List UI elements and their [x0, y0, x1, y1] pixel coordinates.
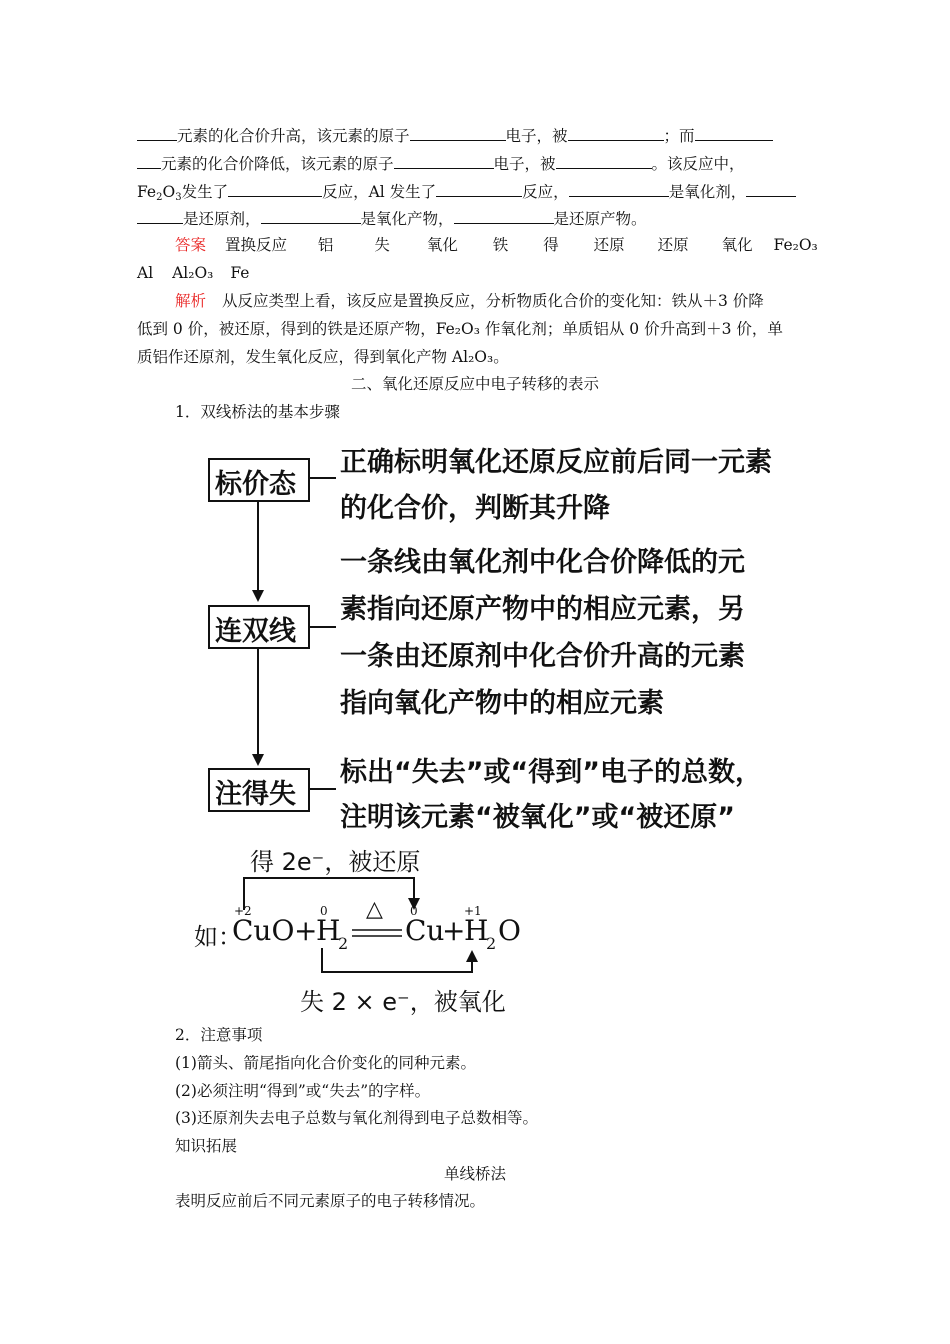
analysis-label: 解析: [175, 292, 207, 310]
text: 是氧化产物，: [360, 210, 454, 228]
step-desc: 的化合价，判断其升降: [340, 493, 610, 524]
text: 元素的化合价升高，该元素的原子: [177, 127, 410, 145]
formula-cu: Cu: [405, 914, 445, 947]
text: 反应，: [522, 183, 569, 201]
step-desc: 素指向还原产物中的相应元素，另: [340, 594, 745, 625]
answer-item: 还原: [593, 236, 625, 254]
plus-sign: +: [442, 914, 466, 947]
answer-item: Fe: [230, 264, 250, 282]
formula-cuo: CuO: [232, 914, 295, 947]
subscript: 3: [175, 192, 182, 203]
gain-label: 得 2e⁻，被还原: [250, 848, 421, 876]
oxidation-state: +1: [464, 904, 482, 918]
step-title: 1．双线桥法的基本步骤: [175, 403, 340, 421]
subscript: 2: [486, 934, 497, 953]
extension-text: 表明反应前后不同元素原子的电子转移情况。: [175, 1192, 486, 1210]
analysis-line-2: 低到 0 价，被还原，得到的铁是还原产物，Fe₂O₃ 作氧化剂；单质铝从 0 价升高到＋3 价，单: [137, 320, 783, 338]
subscript: 2: [338, 934, 349, 953]
text: O: [162, 183, 176, 201]
formula-h2o: O: [498, 914, 521, 947]
answer-item: 还原: [657, 236, 689, 254]
heat-symbol: △: [366, 897, 383, 922]
answer-item: Al: [137, 264, 154, 282]
formula-h2: H: [316, 914, 341, 947]
extension-title: 知识拓展: [175, 1137, 238, 1155]
answer-item: 置换反应: [224, 236, 287, 254]
text: 发生了: [181, 183, 229, 201]
step-label-1: 标价态: [215, 469, 296, 500]
oxidation-state: +2: [234, 904, 252, 918]
answer-item: 失: [374, 236, 390, 254]
answer-item: 氧化: [721, 236, 753, 254]
step-desc: 注明该元素“被氧化”或“被还原”: [340, 802, 735, 833]
notes-title: 2．注意事项: [175, 1026, 263, 1044]
answer-item: Al₂O₃: [172, 264, 214, 282]
answer-item: 得: [543, 236, 559, 254]
text: ；而: [663, 127, 695, 145]
oxidation-state: 0: [320, 904, 328, 918]
subscript: 2: [156, 192, 163, 203]
step-desc: 标出“失去”或“得到”电子的总数，: [340, 757, 762, 788]
answer-item: Fe₂O₃: [773, 236, 818, 254]
text: 电子，被: [505, 127, 568, 145]
oxidation-state: 0: [410, 904, 418, 918]
step-desc: 一条线由氧化剂中化合价降低的元: [340, 547, 745, 578]
analysis-line-3: 质铝作还原剂，发生氧化反应，得到氧化产物 Al₂O₃。: [137, 348, 509, 366]
lose-label: 失 2 × e⁻，被氧化: [300, 988, 506, 1016]
answer-item: 铝: [317, 236, 334, 254]
analysis-text: 从反应类型上看，该反应是置换反应，分析物质化合价的变化知：铁从＋3 价降: [222, 292, 764, 310]
answer-item: 铁: [492, 236, 509, 254]
answer-label: 答案: [175, 236, 207, 254]
text: 。该反应中，: [651, 155, 745, 173]
note-item: (2)必须注明“得到”或“失去”的字样。: [175, 1082, 431, 1100]
section-title: 二、氧化还原反应中电子转移的表示: [350, 375, 599, 393]
text: 是还原剂，: [183, 210, 261, 228]
answer-item: 氧化: [426, 236, 458, 254]
text: 是还原产物。: [553, 210, 647, 228]
text: 电子，被: [493, 155, 556, 173]
note-item: (3)还原剂失去电子总数与氧化剂得到电子总数相等。: [175, 1109, 538, 1127]
step-desc: 指向氧化产物中的相应元素: [340, 688, 664, 719]
extension-subtitle: 单线桥法: [443, 1165, 506, 1183]
step-desc: 正确标明氧化还原反应前后同一元素: [340, 447, 772, 478]
text: 元素的化合价降低，该元素的原子: [161, 155, 394, 173]
step-label-2: 连双线: [215, 616, 296, 647]
text: Fe: [137, 183, 157, 201]
plus-sign: +: [294, 914, 318, 947]
text: 反应，Al 发生了: [322, 183, 437, 201]
formula-h2o: H: [464, 914, 489, 947]
text: 是氧化剂，: [668, 183, 747, 201]
step-label-3: 注得失: [215, 779, 296, 810]
step-desc: 一条由还原剂中化合价升高的元素: [340, 641, 745, 672]
example-prefix: 如：: [194, 923, 242, 951]
note-item: (1)箭头、箭尾指向化合价变化的同种元素。: [175, 1054, 476, 1072]
